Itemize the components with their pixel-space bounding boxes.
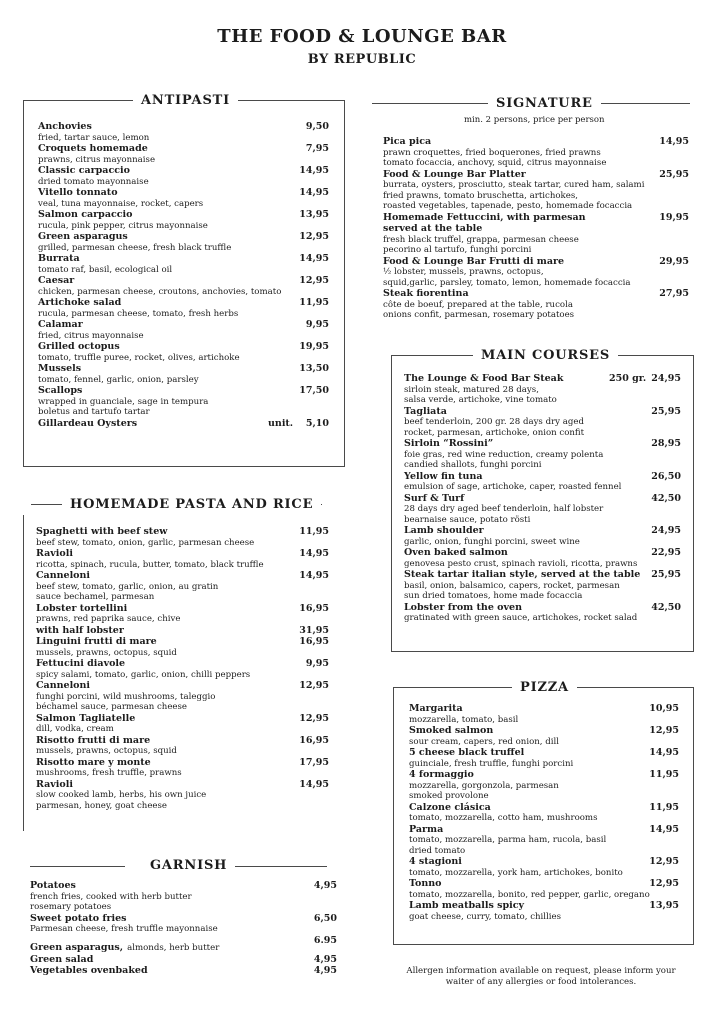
pizza-list: [409, 703, 679, 922]
dish-name: Homemade Fettuccini, with parmesan: [383, 211, 586, 223]
menu-item: [409, 900, 679, 922]
dish-description: prawn croquettes, fried boquerones, fried prawns: [383, 147, 601, 158]
dish-description: prawns, red paprika sauce, chive: [36, 614, 181, 624]
dish-price: 4,95: [313, 965, 337, 976]
dish-name: Gillardeau Oysters: [38, 417, 138, 429]
dish-description: fresh black truffel, grappa, parmesan cheese: [383, 234, 579, 245]
menu-item: [30, 913, 337, 935]
dish-description: garlic, onion, funghi porcini, sweet wine: [404, 536, 580, 547]
dish-price: 11,95: [649, 801, 679, 813]
menu-subtitle: BY REPUBLIC: [307, 52, 417, 67]
dish-name: 4 stagioni: [409, 856, 462, 867]
dish-price: 19,95: [299, 341, 329, 352]
dish-price: 29,95: [659, 255, 689, 267]
dish-name: Pica pica: [383, 136, 432, 147]
dish-price: 11,95: [649, 769, 679, 780]
menu-item: [38, 187, 329, 209]
dish-name: Artichoke salad: [38, 297, 122, 308]
dish-price: 14,95: [299, 548, 329, 559]
dish-description: beef stew, tomato, onion, garlic, parmesan cheese: [36, 537, 255, 548]
dish-name: Croquets homemade: [38, 143, 148, 154]
dish-description: salsa verde, artichoke, vine tomato: [404, 395, 557, 405]
dish-description: rucula, pink pepper, citrus mayonnaise: [38, 220, 208, 231]
dish-description: 28 days dry aged beef tenderloin, half lobster: [404, 504, 604, 514]
dish-description: goat cheese, curry, tomato, chillies: [409, 911, 562, 922]
menu-item: [38, 319, 329, 341]
dish-description: onions confit, parmesan, rosemary potatoes: [383, 310, 575, 320]
dish-name-continued: served at the table: [383, 223, 483, 234]
menu-item: [30, 965, 337, 977]
dish-description: mussels, prawns, octopus, squid: [36, 746, 177, 756]
menu-item: [36, 570, 329, 603]
menu-item: [36, 548, 329, 570]
menu-item: [383, 212, 689, 256]
dish-name: Calzone clásica: [409, 801, 491, 813]
menu-item: [36, 735, 329, 757]
dish-price: 16,95: [299, 636, 329, 647]
dish-price: 9,50: [305, 121, 329, 132]
dish-price: 25,95: [651, 405, 681, 417]
menu-item: [38, 297, 329, 319]
signature-subheading: min. 2 persons, price per person: [464, 115, 605, 125]
dish-price: 14,95: [299, 187, 329, 198]
dish-price: 13,95: [649, 900, 679, 911]
dish-description: dried tomato mayonnaise: [38, 176, 149, 187]
pizza-heading: PIZZA: [512, 680, 577, 695]
dish-name: Burrata: [38, 253, 80, 264]
dish-name: Canneloni: [36, 680, 91, 691]
dish-price: 5,10: [305, 417, 329, 429]
menu-item: [30, 954, 337, 966]
dish-description: funghi porcini, wild mushrooms, taleggio: [36, 691, 216, 702]
dish-price: 7,95: [305, 143, 329, 154]
dish-name: Scallops: [38, 385, 83, 396]
dish-description: tomato focaccia, anchovy, squid, citrus mayonnaise: [383, 158, 607, 168]
dish-name: Lobster from the oven: [404, 601, 522, 613]
dish-name: Risotto frutti di mare: [36, 734, 151, 746]
dish-name: Ravioli: [36, 778, 73, 790]
dish-name: Steak tartar italian style, served at the table: [404, 569, 641, 580]
menu-item: [38, 275, 329, 297]
dish-description: foie gras, red wine reduction, creamy polenta: [404, 449, 604, 460]
menu-item: [404, 602, 681, 624]
dish-price: 12,95: [299, 275, 329, 286]
dish-description: squid,garlic, parsley, tomato, lemon, homemade focaccia: [383, 277, 631, 288]
menu-item: [383, 136, 689, 169]
menu-item: [38, 363, 329, 385]
pasta-list: [36, 526, 329, 811]
dish-price: 12,95: [299, 680, 329, 691]
menu-item: [404, 569, 681, 602]
dish-price: 14,95: [659, 136, 689, 147]
menu-item: [38, 209, 329, 231]
dish-name: Oven baked salmon: [404, 547, 508, 558]
menu-item: [409, 769, 679, 802]
dish-description: basil, onion, balsamico, capers, rocket, parmesan: [404, 580, 620, 591]
dish-description: pecorino al tartufo, funghi porcini: [383, 245, 532, 255]
dish-price: 12,95: [649, 878, 679, 889]
signature-heading: SIGNATURE: [488, 96, 601, 111]
menu-item: [404, 471, 681, 493]
dish-name: Sweet potato fries: [30, 912, 127, 924]
dish-description: rucula, parmesan cheese, tomato, fresh herbs: [38, 308, 239, 319]
dish-description: smoked provolone: [409, 791, 489, 801]
dish-description: rosemary potatoes: [30, 902, 112, 912]
dish-price: 14,95: [299, 778, 329, 790]
dish-name: Green salad: [30, 953, 94, 965]
dish-description: côte de boeuf, prepared at the table, rucola: [383, 299, 573, 310]
dish-name: Classic carpaccio: [38, 165, 130, 176]
dish-name: Vegetables ovenbaked: [30, 965, 148, 976]
dish-description: chicken, parmesan cheese, croutons, anchovies, tomato: [38, 286, 282, 297]
dish-price: 16,95: [299, 602, 329, 614]
dish-description: mozzarella, gorgonzola, parmesan: [409, 780, 559, 791]
dish-name: Yellow fin tuna: [404, 470, 483, 482]
dish-name: 4 formaggio: [409, 769, 474, 780]
dish-price: 42,50: [651, 601, 681, 613]
dish-name: Salmon carpaccio: [38, 209, 133, 220]
dish-description: burrata, oysters, prosciutto, steak tartar, cured ham, salami: [383, 180, 645, 190]
main-courses-heading: MAIN COURSES: [473, 348, 618, 363]
dish-name: Anchovies: [38, 121, 92, 132]
dish-name: Vitello tonnato: [38, 187, 118, 198]
menu-item: [36, 625, 329, 637]
dish-description: tomato, mozzarella, york ham, artichokes, bonito: [409, 867, 623, 878]
dish-name: Food & Lounge Bar Frutti di mare: [383, 255, 565, 267]
garnish-heading: GARNISH: [142, 858, 235, 873]
menu-item: [409, 725, 679, 747]
dish-description: beef stew, tomato, garlic, onion, au gratin: [36, 581, 219, 592]
dish-name: Risotto mare y monte: [36, 756, 151, 768]
dish-description: sirloin steak, matured 28 days,: [404, 384, 539, 395]
menu-item: [36, 779, 329, 812]
dish-description: tomato, mozzarella, cotto ham, mushrooms: [409, 813, 598, 823]
dish-name: Green asparagus: [38, 231, 128, 242]
menu-item: [38, 121, 329, 143]
dish-description: slow cooked lamb, herbs, his own juice: [36, 790, 207, 800]
dish-description: tomato, mozzarella, bonito, red pepper, garlic, oregano: [409, 889, 650, 900]
dish-name: Spaghetti with beef stew: [36, 526, 168, 537]
dish-price: 4,95: [313, 953, 337, 965]
menu-item: [409, 703, 679, 725]
dish-description: guinciale, fresh truffle, funghi porcini: [409, 758, 574, 769]
dish-price: 12,95: [299, 712, 329, 724]
menu-item: [30, 880, 337, 913]
menu-item: [383, 288, 689, 321]
dish-description: sauce bechamel, parmesan: [36, 592, 155, 602]
menu-item: [38, 253, 329, 275]
menu-item: [36, 603, 329, 625]
menu-item: [404, 525, 681, 547]
dish-description: veal, tuna mayonnaise, rocket, capers: [38, 198, 204, 209]
dish-price: 31,95: [299, 624, 329, 636]
dish-name: Potatoes: [30, 880, 76, 891]
dish-description: parmesan, honey, goat cheese: [36, 800, 168, 811]
dish-price: 12,95: [649, 856, 679, 867]
menu-item: [404, 493, 681, 526]
dish-name: 5 cheese black truffel: [409, 747, 525, 758]
menu-item: [38, 165, 329, 187]
menu-item: [383, 256, 689, 289]
dish-name: Tonno: [409, 878, 442, 889]
dish-price: 14,95: [299, 165, 329, 176]
dish-name: Sirloin “Rossini”: [404, 438, 494, 449]
menu-item: [38, 341, 329, 363]
dish-description: beef tenderloin, 200 gr. 28 days dry aged: [404, 417, 584, 427]
dish-description: mozzarella, tomato, basil: [409, 714, 519, 725]
dish-description: sun dried tomatoes, home made focaccia: [404, 591, 583, 601]
dish-description: dill, vodka, cream: [36, 724, 114, 734]
dish-description: prawns, citrus mayonnaise: [38, 154, 156, 165]
menu-item: [404, 547, 681, 569]
dish-name: Food & Lounge Bar Platter: [383, 168, 526, 180]
dish-price: 6.95: [313, 934, 337, 946]
dish-price: 24,95: [651, 373, 681, 384]
dish-price: 14,95: [299, 253, 329, 264]
dish-description: rocket, parmesan, artichoke, onion confit: [404, 427, 585, 438]
dish-name: Ravioli: [36, 548, 73, 559]
dish-name: Caesar: [38, 275, 75, 286]
menu-item: [36, 526, 329, 548]
dish-price: 16,95: [299, 734, 329, 746]
dish-description: mussels, prawns, octopus, squid: [36, 647, 177, 658]
dish-price: 4,95: [313, 880, 337, 891]
dish-name: Margarita: [409, 703, 463, 714]
menu-item: [36, 757, 329, 779]
dish-description: tomato raf, basil, ecological oil: [38, 264, 173, 275]
dish-description: fried, citrus mayonnaise: [38, 330, 144, 341]
menu-item: [36, 713, 329, 735]
dish-description: tomato, mozzarella, parma ham, rucola, basil: [409, 835, 607, 845]
dish-price: 17,50: [299, 385, 329, 396]
dish-description: fried, tartar sauce, lemon: [38, 132, 150, 143]
dish-description: spicy salami, tomato, garlic, onion, chilli peppers: [36, 669, 251, 680]
dish-unit: unit.: [268, 417, 294, 429]
dish-price: 14,95: [649, 823, 679, 835]
dish-description: boletus and tartufo tartar: [38, 407, 150, 417]
menu-item: [383, 169, 689, 212]
dish-price: 24,95: [651, 525, 681, 536]
dish-extra: almonds, herb butter: [127, 942, 220, 953]
main-courses-list: [404, 373, 681, 624]
dish-price: 26,50: [651, 470, 681, 482]
dish-price: 12,95: [299, 231, 329, 242]
dish-description: mushrooms, fresh truffle, prawns: [36, 768, 182, 778]
dish-name: Smoked salmon: [409, 725, 494, 736]
dish-name: Calamar: [38, 319, 83, 330]
menu-title: THE FOOD & LOUNGE BAR: [217, 26, 507, 47]
dish-name: Steak fiorentina: [383, 288, 469, 299]
dish-unit: 250 gr.: [609, 373, 647, 384]
dish-description: ricotta, spinach, rucula, butter, tomato, black truffle: [36, 559, 264, 570]
antipasti-list: [38, 121, 329, 429]
dish-description: gratinated with green sauce, artichokes, rocket salad: [404, 613, 638, 623]
dish-price: 11,95: [299, 526, 329, 537]
menu-item: [38, 231, 329, 253]
dish-name: Parma: [409, 823, 444, 835]
dish-price: 13,50: [299, 363, 329, 374]
menu-item: [409, 747, 679, 769]
menu-item: [38, 143, 329, 165]
garnish-list: [30, 880, 337, 977]
dish-description: emulsion of sage, artichoke, caper, roasted fennel: [404, 482, 622, 492]
dish-description: candied shallots, funghi porcini: [404, 460, 542, 470]
dish-price: 10,95: [649, 703, 679, 714]
dish-description: tomato, truffle puree, rocket, olives, artichoke: [38, 352, 240, 363]
signature-list: [383, 136, 689, 321]
garnish-rule-right: [232, 866, 327, 867]
dish-price: 28,95: [651, 438, 681, 449]
dish-description: Parmesan cheese, fresh truffle mayonnaise: [30, 924, 218, 934]
dish-price: 27,95: [659, 288, 689, 299]
dish-description: béchamel sauce, parmesan cheese: [36, 702, 187, 712]
dish-name: Lobster tortellini: [36, 602, 128, 614]
menu-item: [38, 418, 329, 430]
allergen-note: Allergen information available on request, please inform your waiter of any allergies or food intolerances.: [406, 966, 676, 987]
dish-description: dried tomato: [409, 845, 466, 856]
dish-price: 14,95: [299, 570, 329, 581]
pasta-heading: HOMEMADE PASTA AND RICE: [62, 497, 321, 512]
dish-description: roasted vegetables, tapenade, pesto, homemade focaccia: [383, 201, 633, 211]
dish-price: 17,95: [299, 756, 329, 768]
menu-item: [404, 373, 681, 406]
dish-description: sour cream, capers, red onion, dill: [409, 736, 560, 747]
dish-description: french fries, cooked with herb butter: [30, 891, 192, 902]
dish-name: Surf & Turf: [404, 492, 465, 504]
dish-description: fried prawns, tomato bruschetta, artichokes,: [383, 190, 578, 201]
dish-name: Green asparagus,: [30, 941, 124, 953]
dish-name: Canneloni: [36, 570, 91, 581]
menu-item: [409, 856, 679, 878]
dish-name: Fettucini diavole: [36, 658, 126, 669]
garnish-rule-left: [30, 866, 125, 867]
dish-price: 25,95: [659, 168, 689, 180]
dish-name: Lamb meatballs spicy: [409, 900, 525, 911]
menu-item: [409, 878, 679, 900]
antipasti-heading: ANTIPASTI: [133, 93, 238, 108]
dish-description: genovesa pesto crust, spinach ravioli, ricotta, prawns: [404, 558, 638, 569]
dish-price: 11,95: [299, 297, 329, 308]
dish-price: 42,50: [651, 492, 681, 504]
dish-price: 14,95: [649, 747, 679, 758]
dish-description: grilled, parmesan cheese, fresh black truffle: [38, 242, 232, 253]
dish-price: 9,95: [305, 319, 329, 330]
dish-name: Mussels: [38, 363, 82, 374]
menu-item: [404, 438, 681, 471]
dish-name: Linguini frutti di mare: [36, 636, 157, 647]
dish-name: Grilled octopus: [38, 341, 120, 352]
dish-description: tomato, fennel, garlic, onion, parsley: [38, 374, 199, 385]
menu-item: [30, 935, 337, 954]
dish-price: 13,95: [299, 209, 329, 220]
dish-price: 9,95: [305, 658, 329, 669]
dish-price: 12,95: [649, 725, 679, 736]
dish-price: 22,95: [651, 547, 681, 558]
dish-name: The Lounge & Food Bar Steak: [404, 373, 564, 384]
dish-name: Lamb shoulder: [404, 525, 484, 536]
menu-item: [36, 680, 329, 713]
dish-description: ½ lobster, mussels, prawns, octopus,: [383, 267, 544, 277]
menu-item: [409, 824, 679, 857]
menu-item: [409, 802, 679, 824]
menu-item: [36, 636, 329, 658]
dish-price: 19,95: [659, 211, 689, 223]
menu-item: [404, 406, 681, 439]
dish-name: Tagliata: [404, 405, 447, 417]
dish-price: 25,95: [651, 569, 681, 580]
menu-item: [36, 658, 329, 680]
dish-name: with half lobster: [36, 624, 124, 636]
dish-price: 6,50: [313, 912, 337, 924]
dish-name: Salmon Tagliatelle: [36, 712, 136, 724]
menu-item: [38, 385, 329, 418]
pasta-box-side: [23, 515, 24, 831]
dish-description: wrapped in guanciale, sage in tempura: [38, 396, 209, 407]
dish-description: bearnaise sauce, potato rösti: [404, 514, 531, 525]
